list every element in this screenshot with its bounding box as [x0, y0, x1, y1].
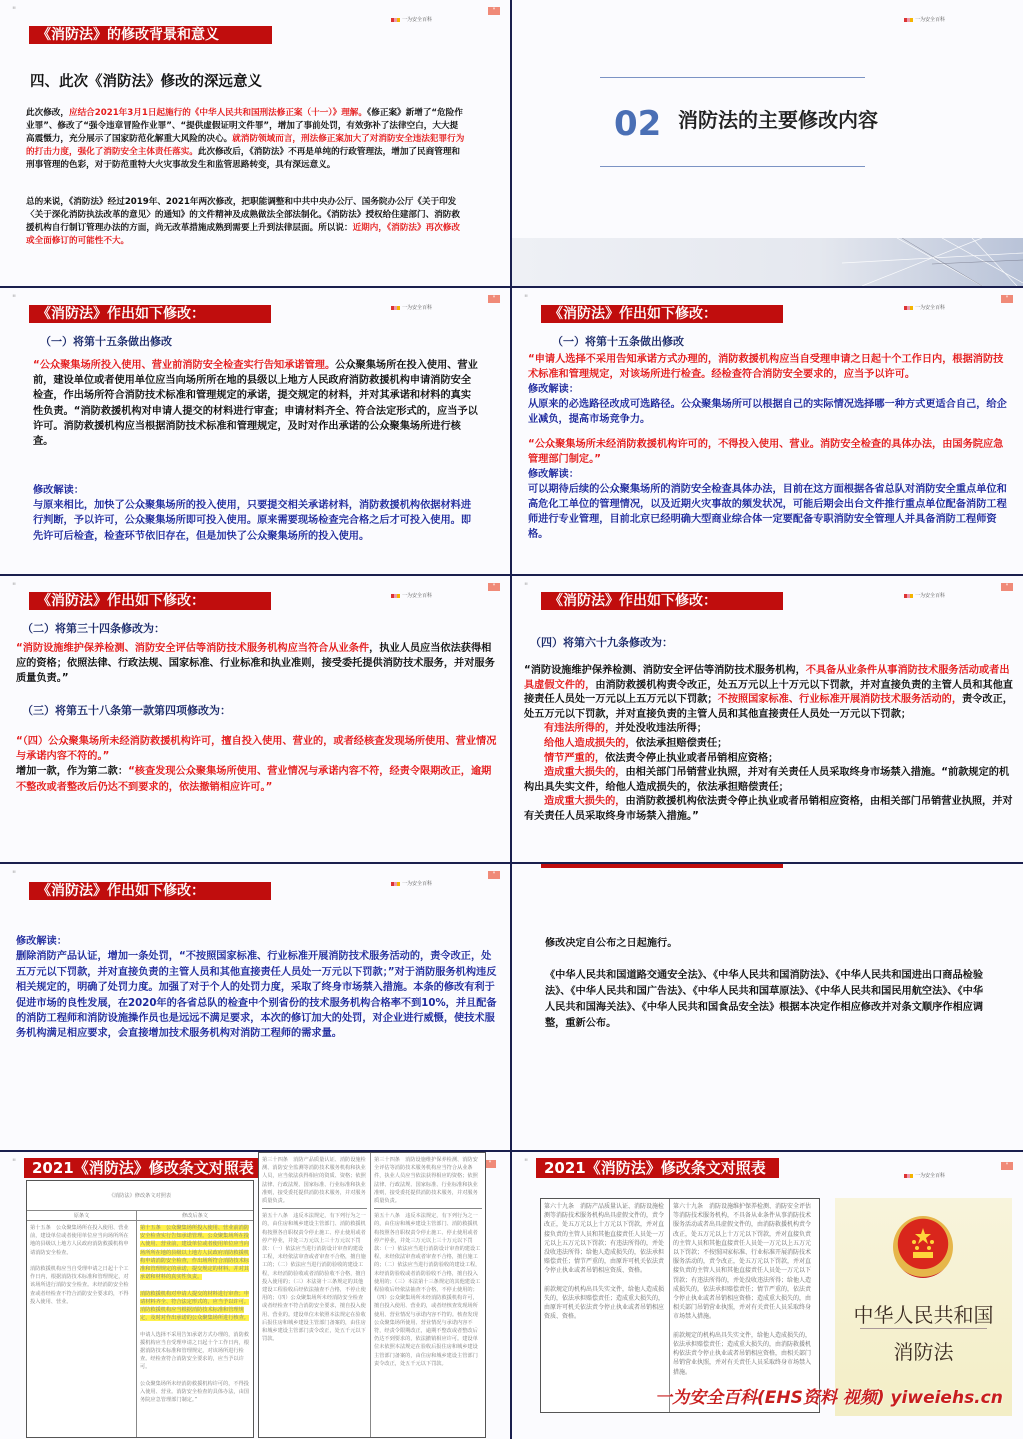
text-segment: 依法责令停止执业或者吊销相应资格； — [605, 752, 779, 764]
interpretation-text: 可以期待后续的公众聚集场所的消防安全检查具体办法，目前在这方面根据各省总队对消防安全重点单位和高危化工单位的管理情况，以及近期火灾事故的频发状况，可能后期会出台文件推行重点单位配备消防工程师进行专业管理，目前北京已经明确大型商业综合体一定要配备专职消防安全管理人并具备消防工程师资格。 — [528, 484, 1007, 540]
text-segment: “消防设施维护保养检测、消防安全评估等消防技术服务机构， — [524, 665, 806, 676]
highlight-segment: “消防设施维护保养检测、消防安全评估等消防技术服务机构应当符合从业条件 — [16, 643, 370, 654]
text-segment: ，执业人员应当依法获得相应的资格；依照法律、行政法规、国家标准、行业标准和执业准则，接受委托提供消防技术服务，并对服务质量负责。” — [16, 643, 495, 685]
paragraph-1 — [26, 107, 466, 172]
text-segment: 由消防救援机构依法责令停止执业或者吊销相应资格，由相关部门吊销营业执照，并对有关责任人员采取终身市场禁入措施。” — [524, 796, 1013, 822]
quote-text: “公众聚集场所未经消防救援机构许可的，不得投入使用、营业。消防安全检查的具体办法，由国务院应急管理部门制定。” — [528, 439, 1004, 465]
highlight-segment: 应结合2021年3月1日起施行的《中华人民共和国刑法修正案（十一）》理解。 — [68, 108, 367, 118]
brand-logo — [904, 1172, 945, 1179]
interpretation-text: 删除消防产品认证，增加一条处罚，“不按照国家标准、行业标准开展消防技术服务活动的，责令改正，处五万元以下罚款，并对直接负责的主管人员和其他直接责任人员处一万元以下罚款；”对于消防服务机构违反相关规定的，明确了处罚力度。加强了对于个人的处罚力度，采取了终身市场禁入措施。本条的修改有利于促进市场的良性发展，在2020年的各省总队的检查中个别省份的技术服务机构合格率不到10%，并且配备的消防工程师和消防设施操作员也是远远不满足要求，本次的修订加大的处罚，对企业进行威慑，使技术服务机构满足相应要求，会直接增加技术服务机构对消防工程师的需求量。 — [16, 951, 497, 1040]
quote-mark-icon: " — [12, 294, 17, 304]
sub-heading: （一）将第十五条做出修改 — [40, 335, 172, 348]
table-cell-text: 前款规定的机构出具失实文件，给他人造成损失的，依法承担赔偿责任；造成重大损失的，由消防救援机构依法责令停止执业或者吊销相应资格，由相关部门吊销营业执照，并对有关责任人员采取终身市场禁入措施。 — [673, 1331, 812, 1376]
slide-comparison-table-1[interactable] — [0, 1152, 510, 1439]
quote-article-69 — [524, 664, 1016, 825]
corner-badge-icon: " — [1001, 1162, 1013, 1170]
quote-mark-icon: " — [524, 294, 529, 304]
table-cell-text: 第三十四条 消防设施维护保养检测、消防安全评估等消防技术服务机构应当符合从业条件，执业人员应当依法获得相应的资格；依照法律、行政法规、国家标准、行业标准和执业准则，接受委托提供消防技术服务，并对服务质量负责。 — [374, 1157, 478, 1205]
brand-logo — [904, 592, 945, 599]
table-cell-text: 第五十八条 违反本法规定，有下列行为之一的，由住房和城乡建设主管部门、消防救援机构按照各自职权责令停止施工、停止使用或者停产停业，并处三万元以上三十万元以下罚款：（一）依法应当进行消防设计审查的建设工程，未经依法审查或者审查不合格，擅自施工的；（二）依法应当进行消防验收的建设工程，未经消防验收或者消防验收不合格，擅自投入使用的；（三）本法第十三条规定的其他建设工程验收后经依法抽查不合格，不停止使用的；（四）公众聚集场所未经消防救援机构许可，擅自投入使用、营业的，或者经核查发现场所使用、营业情况与承诺内容不符的。核查发现公众聚集场所使用、营业情况与承诺内容不符，经责令限期改正，逾期不整改或者整改后仍达不到要求的，依法撤销相应许可。建设单位未依照本法规定在验收后报住房和城乡建设主管部门备案的，由住房和城乡建设主管部门责令改正，处五千元以下罚款。 — [374, 1208, 482, 1368]
text-segment: 由相关部门吊销营业执照，并对有关责任人员采取终身市场禁入措施。“前款规定的机构出具失实文件，给他人造成损失的，依法承担赔偿责任； — [524, 767, 1010, 793]
quote-mark-icon: " — [12, 582, 17, 592]
text-segment: 公众聚集场所在投入使用、营业前，建设单位或者使用单位应当向场所所在地的县级以上地方人民政府消防救援机构申请消防安全检查，作出场所符合消防技术标准和管理规定的承诺，提交规定的材料，并对其承诺和材料的真实性负责。“消防救援机构对申请人提交的材料进行审查；申请材料齐全、符合法定形式的，应当予以许可。消防救援机构应当根据消防技术标准和管理规定，及时对作出承诺的公众聚集场所进行核查。 — [33, 360, 478, 448]
book-title-line2: 消防法 — [893, 1340, 954, 1364]
table-cell-text: 申请人选择不采用告知承诺方式办理的，消防救援机构应当自受理申请之日起十个工作日内，根据消防技术标准和管理规定，对该场所进行检查。经检查符合消防安全要求的，应当予以许可。 — [140, 1331, 249, 1371]
ehs-logo-icon — [904, 1174, 913, 1178]
highlight-segment: 给他人造成损失的， — [544, 737, 636, 749]
table-cell-text: 第十五条 公众聚集场所在投入使用、营业前，建设单位或者使用单位应当向场所所在地的县级以上地方人民政府消防救援机构申请消防安全检查。 — [30, 1225, 129, 1256]
text-segment: 此次修改后，《消防法》不再是单纯的行政管理法，增加了民商管理和刑事管理的色彩，对于防范重特大火灾事故发生和监管思路转变，具有深远意义。 — [26, 147, 460, 170]
table-cell-text: 前款规定的机构出具失实文件，给他人造成损失的，依法承担赔偿责任；造成重大损失的，由原许可机关依法责令停止执业或者吊销相应资质、资格。 — [544, 1285, 665, 1321]
table-cell-text: 第六十九条 消防产品质量认证、消防设施检测等消防技术服务机构出具虚假文件的，责令改正，处五万元以上十万元以下罚款，并对直接负责的主管人员和其他直接责任人员处一万元以上五万元以下罚款；有违法所得的，并处没收违法所得；给他人造成损失的，依法承担赔偿责任；情节严重的，由原许可机关依法责令停止执业或者吊销相应资质、资格。 — [544, 1203, 665, 1275]
slide-title: 《消防法》作出如下修改： — [541, 305, 783, 323]
text-segment: 总的来说，《消防法》经过2019年、2021年两次修改，把职能调整和中共中央办公厅、国务院办公厅《关于印发〈关于深化消防执法改革的意见〉的通知》的文件精神及成熟做法全部法制化。《消防法》授权给住建部门、消防救援机构自行制订管理办法的方面，尚无改革措施成熟到需要上升到法律层面。所以说： — [26, 197, 460, 233]
slide-title: 《消防法》作出如下修改： — [541, 592, 783, 610]
text-segment: 依法承担赔偿责任； — [635, 737, 728, 749]
corner-badge-icon: " — [488, 871, 500, 879]
section-title: 消防法的主要修改内容 — [678, 108, 878, 132]
corner-badge-icon: " — [484, 1160, 496, 1168]
interpretation-block — [16, 934, 498, 1042]
paragraph-2 — [26, 196, 466, 248]
interpretation-text: 从原来的必选路径改成可选路径。公众聚集场所可以根据自己的实际情况选择哪一种方式更适合自己，给企业减负，提高市场竞争力。 — [528, 399, 1007, 425]
book-title-line1: 中华人民共和国 — [853, 1303, 994, 1327]
text-segment: 增加一款，作为第二款： — [16, 766, 129, 778]
watermark-text: 一为安全百科(EHS资料 视频) yiweiehs.cn — [655, 1388, 1003, 1408]
effective-text: 修改决定自公布之日起施行。 — [545, 938, 678, 949]
text-segment: 并处没收违法所得； — [615, 723, 707, 735]
highlight-segment: 不具备从业条件从事消防技术服务活动或者出具虚假文件的， — [524, 665, 1010, 691]
brand-name: 一为安全百科 — [401, 305, 432, 311]
table-cell-text: 第三十四条 消防产品质量认证、消防设施检测、消防安全监测等消防技术服务机构和执业人员，应当依法获得相应的资质、资格；依照法律、行政法规、国家标准、行业标准和执业准则，接受委托提供消防技术服务，并对服务质量负责。 — [262, 1157, 366, 1205]
brand-name: 一为安全百科 — [401, 881, 432, 887]
quote-mark-icon: " — [524, 1158, 529, 1168]
slide-title: 《消防法》作出如下修改： — [29, 882, 271, 900]
brand-logo — [391, 880, 432, 887]
highlight-segment: 造成重大损失的， — [544, 767, 626, 779]
quote-mark-icon: " — [12, 870, 17, 880]
slide-article-69[interactable] — [512, 576, 1023, 862]
highlight-segment: “核查发现公众聚集场所使用、营业情况与承诺内容不符，经责令限期改正，逾期不整改或者整改后仍达不到要求的，依法撤销相应许可。” — [16, 766, 492, 793]
quote-text: “申请人选择不采用告知承诺方式办理的，消防救援机构应当自受理申请之日起十个工作日内，根据消防技术标准和管理规定，对该场所进行检查。经检查符合消防安全要求的，应当予以许可。 — [528, 354, 1004, 380]
penalty-item — [524, 737, 1016, 752]
sub-heading: （二）将第三十四条修改为： — [22, 622, 165, 635]
sub-heading: （四）将第六十九条修改为： — [530, 636, 673, 649]
table-cell-text: 第五十八条 违反本法规定，有下列行为之一的，由住房和城乡建设主管部门、消防救援机构按照各自职权责令停止施工、停止使用或者停产停业，并处三万元以上三十万元以下罚款：（一）依法应当进行消防设计审查的建设工程，未经依法审查或者审查不合格，擅自施工的；（二）依法应当进行消防验收的建设工程，未经消防验收或者消防验收不合格，擅自投入使用的；（三）本法第十三条规定的其他建设工程验收后经依法抽查不合格，不停止使用的；（四）公众聚集场所未经消防安全检查或者经检查不符合消防安全要求，擅自投入使用、营业的。建设单位未依照本法规定在验收后报住房和城乡建设主管部门备案的，由住房和城乡建设主管部门责令改正，处五千元以下罚款。 — [262, 1208, 367, 1343]
revised-articles — [371, 1153, 485, 1437]
divider-line — [600, 166, 865, 167]
slide-title: 2021《消防法》修改条文对照表 — [536, 1158, 779, 1178]
column-header-revised: 修改后条文 — [137, 1211, 253, 1221]
quote-article-34 — [16, 641, 498, 687]
penalty-item — [524, 795, 1016, 824]
original-articles — [259, 1153, 371, 1437]
corner-badge-icon: " — [488, 295, 500, 303]
slide-article-15-part2[interactable] — [512, 288, 1023, 574]
ehs-logo-icon — [391, 882, 400, 886]
ehs-logo-icon — [391, 594, 400, 598]
corner-badge-icon: " — [488, 583, 500, 591]
slide-title: 《消防法》作出如下修改： — [29, 592, 271, 610]
brand-name: 一为安全百科 — [914, 305, 945, 311]
quote-text — [33, 358, 478, 449]
quote-mark-icon: " — [524, 582, 529, 592]
penalty-item — [524, 722, 1016, 737]
interpretation-text: 与原来相比，加快了公众聚集场所的投入使用，只要提交相关承诺材料，消防救援机构依据材料进行判断，予以许可，公众聚集场所即可投入使用。原来需要现场检查完合格之后才可投入使用。即先许可后检查，检查环节依旧存在，但是加快了公众聚集场所的投入使用。 — [33, 500, 472, 542]
penalty-item — [524, 752, 1016, 767]
sub-heading: （三）将第五十八条第一款第四项修改为： — [22, 704, 231, 717]
interpretation-label: 修改解读： — [16, 936, 67, 947]
national-emblem-icon — [893, 1216, 953, 1278]
slide-title-bar — [541, 864, 783, 868]
slide-section-divider[interactable] — [512, 0, 1023, 286]
table-cell-text: 公众聚集场所未经消防救援机构许可的，不得投入使用、营业。消防安全检查的具体办法，由国务院应急管理部门制定。” — [140, 1380, 249, 1404]
sub-heading: （一）将第十五条做出修改 — [552, 335, 684, 348]
interpretation-label: 修改解读： — [528, 384, 579, 395]
revised-article-69 — [670, 1199, 819, 1412]
interpretation-label: 修改解读： — [528, 469, 579, 480]
highlight-segment: 近期内，《消防法》再次修改或全面修订的可能性不大。 — [26, 223, 460, 246]
brand-name: 一为安全百科 — [914, 17, 945, 23]
slide-title: 2021《消防法》修改条文对照表 — [24, 1158, 260, 1178]
corner-badge-icon: " — [1001, 295, 1013, 303]
slide-background-significance[interactable] — [0, 0, 510, 286]
slide-articles-34-58[interactable] — [0, 576, 510, 862]
original-article-15 — [27, 1221, 137, 1437]
highlight-segment: 有违法所得的， — [544, 723, 616, 735]
quote-article-58 — [16, 734, 498, 795]
brand-logo — [904, 16, 945, 23]
ehs-logo-icon — [391, 306, 400, 310]
book-divider — [860, 1328, 987, 1329]
column-header-original: 原条文 — [27, 1211, 137, 1221]
ehs-logo-icon — [904, 306, 913, 310]
corner-badge-icon: " — [488, 7, 500, 15]
ehs-logo-icon — [904, 18, 913, 22]
slide-title: 《消防法》的修改背景和意义 — [29, 26, 272, 44]
brand-name: 一为安全百科 — [401, 593, 432, 599]
slide-article-15-part1[interactable] — [0, 288, 510, 574]
brand-name: 一为安全百科 — [401, 17, 432, 23]
content-block — [528, 352, 1010, 542]
corner-badge-icon: " — [1001, 583, 1013, 591]
comparison-table-left — [26, 1180, 254, 1438]
ehs-logo-icon — [904, 594, 913, 598]
original-article-69 — [541, 1199, 670, 1412]
table-caption: 《消防法》修改条文对照表 — [27, 1181, 253, 1211]
table-cell-text: 第六十九条 消防设施维护保养检测、消防安全评估等消防技术服务机构，不具备从业条件从事消防技术服务活动或者出具虚假文件的，由消防救援机构责令改正，处五万元以上十万元以下罚款，并对直接负责的主管人员和其他直接责任人员处一万元以上五万元以下罚款；不按照国家标准、行业标准开展消防技术服务活动的，责令改正，处五万元以下罚款，并对直接负责的主管人员和其他直接责任人员处一万元以下罚款；有违法所得的，并处没收违法所得；给他人造成损失的，依法承担赔偿责任；情节严重的，依法责令停止执业或者吊销相应资格；造成重大损失的，由相关部门吊销营业执照，并对有关责任人员采取终身市场禁入措施。 — [673, 1203, 812, 1321]
comparison-table — [540, 1198, 820, 1413]
highlighted-cell-text: 消防救援机构对申请人提交的材料进行审查；申请材料齐全、符合法定形式的，应当予以许可。消防救援机构应当根据消防技术标准和管理规定，及时对作出承诺的公众聚集场所进行核查。 — [140, 1290, 249, 1322]
brand-name: 一为安全百科 — [914, 593, 945, 599]
related-laws-text: 《中华人民共和国道路交通安全法》、《中华人民共和国消防法》、《中华人民共和国进出口商品检验法》、《中华人民共和国广告法》、《中华人民共和国草原法》、《中华人民共和国民用航空法》、《中华人民共和国海关法》、《中华人民共和国食品安全法》根据本决定作相应修改并对条文顺序作相应调整，重新公布。 — [545, 970, 984, 1029]
highlight-segment: 造成重大损失的， — [544, 796, 626, 808]
text-segment: 由消防救援机构责令改正，处五万元以上十万元以下罚款，并对直接负责的主管人员和其他直接责任人员处一万元以上五万元以下罚款； — [524, 679, 1013, 706]
brand-logo — [391, 16, 432, 23]
divider-line — [600, 77, 865, 78]
highlight-segment: 情节严重的， — [544, 752, 606, 764]
text-segment: 责令改正，处五万元以下罚款，并对直接负责的主管人员和其他直接责任人员处一万元以下罚款； — [524, 694, 1013, 720]
highlight-segment: 就消防领域而言，刑法修正案加大了对消防安全违法犯罪行为的打击力度，强化了消防安全主体责任落实。 — [26, 134, 465, 157]
brand-logo — [391, 304, 432, 311]
interpretation-label: 修改解读： — [33, 485, 84, 496]
penalty-item — [524, 766, 1016, 795]
brand-logo — [904, 304, 945, 311]
table-cell-text: 消防救援机构应当自受理申请之日起十个工作日内，根据消防技术标准和管理规定，对该场所进行消防安全检查。未经消防安全检查或者经检查不符合消防安全要求的，不得投入使用、营业。 — [30, 1266, 129, 1305]
highlight-segment: “公众聚集场所投入使用、营业前消防安全检查实行告知承诺管理。 — [33, 360, 336, 371]
highlighted-cell-text: 第十五条 公众聚集场所投入使用、营业前消防安全检查实行告知承诺管理。公众聚集场所在投入使用、营业前，建设单位或者使用单位应当向场所所在地的县级以上地方人民政府消防救援机构申请消防安全检查，作出场所符合消防技术标准和管理规定的承诺，提交规定的材料，并对其承诺和材料的真实性负责。 — [140, 1225, 249, 1281]
ehs-logo-icon — [391, 18, 400, 22]
brand-name: 一为安全百科 — [914, 1173, 945, 1179]
slide-interpretation-69[interactable] — [0, 864, 510, 1150]
section-number: 02 — [614, 104, 662, 144]
comparison-table-right — [258, 1152, 486, 1438]
quote-mark-icon: " — [12, 1158, 17, 1168]
highlight-segment: 不按照国家标准、行业标准开展消防技术服务活动的， — [717, 694, 963, 706]
slide-effective-date[interactable] — [512, 864, 1023, 1150]
revised-article-15 — [137, 1221, 253, 1437]
quote-mark-icon: " — [12, 6, 17, 16]
slide-title: 《消防法》作出如下修改： — [29, 305, 271, 323]
geometric-decoration — [512, 238, 1023, 286]
text-segment: 《修正案》新增了“危险作业罪”、修改了“强令违章冒险作业罪”、“提供虚假证明文件罪”，增加了事前处罚，有效弥补了法律空白，大大提高震慑力，充分展示了国家防范化解重大风险的决心。 — [26, 108, 463, 144]
interpretation-block — [33, 483, 478, 544]
quote-text: “（四）公众聚集场所未经消防救援机构许可，擅自投入使用、营业的，或者经核查发现场所使用、营业情况与承诺内容不符的。” — [16, 736, 497, 763]
text-segment: 此次修改， — [26, 108, 69, 118]
brand-logo — [391, 592, 432, 599]
section-heading: 四、此次《消防法》修改的深远意义 — [30, 74, 262, 90]
